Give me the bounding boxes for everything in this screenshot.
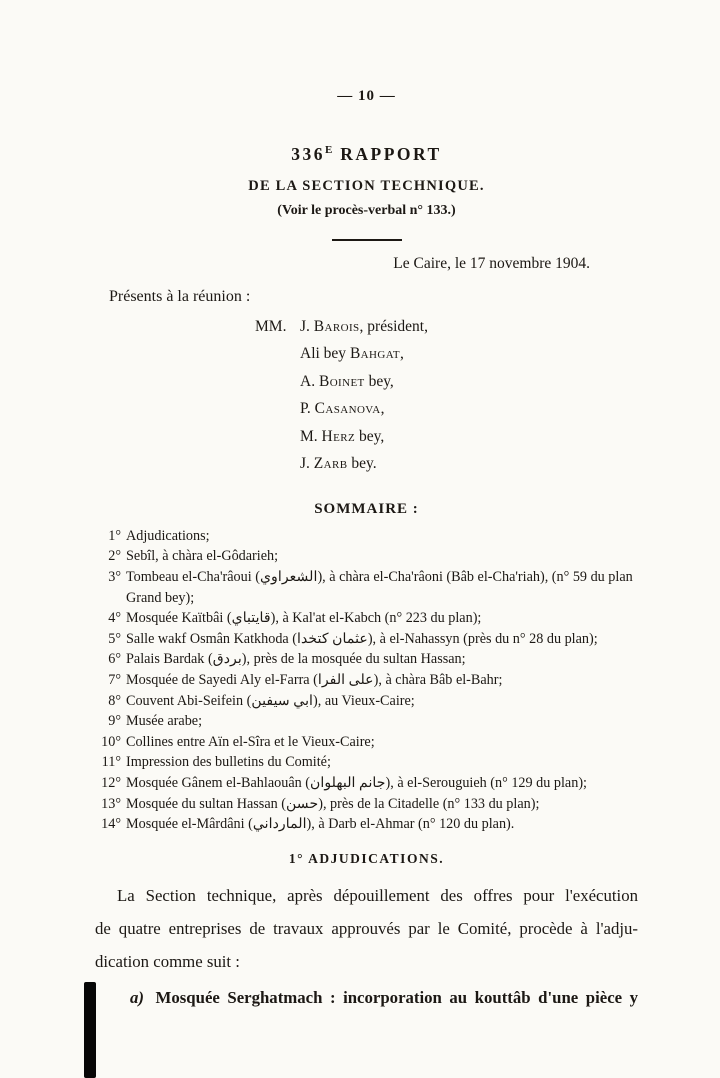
attendee-name: Zarb xyxy=(313,455,348,473)
sommaire-item-text: Mosquée du sultan Hassan (حسن), près de la Citadelle (n° 133 du plan); xyxy=(126,795,540,812)
paragraph-line: La Section technique, après dépouillement des offres pour l'exécution xyxy=(117,885,638,905)
attendee-lead xyxy=(255,395,300,423)
attendee-name: Bahgat xyxy=(349,345,400,363)
sommaire-item xyxy=(95,752,638,773)
report-subtitle: DE LA SECTION TECHNIQUE. xyxy=(248,177,485,194)
attendee-pre: Ali bey xyxy=(300,345,350,363)
sommaire-item xyxy=(95,814,638,835)
attendee-pre: A. xyxy=(300,372,319,390)
attendee-name: Barois xyxy=(313,317,360,335)
sommaire-item-number: 3° xyxy=(108,569,121,586)
sommaire-item-number: 6° xyxy=(108,651,121,668)
sommaire-item-text: Mosquée de Sayedi Aly el-Farra (على الفرا), à chàra Bâb el-Bahr; xyxy=(126,671,503,688)
attendee-row xyxy=(255,450,638,478)
sommaire-item-text: Adjudications; xyxy=(126,527,210,544)
sommaire-heading: SOMMAIRE : xyxy=(314,500,419,517)
attendee-row xyxy=(255,313,638,341)
attendee-pre: J. xyxy=(300,317,314,335)
sommaire-item-text: Couvent Abi-Seifein (ابي سيفين), au Vieux-Caire; xyxy=(126,692,415,709)
sommaire-item-number: 13° xyxy=(101,795,121,812)
sommaire-item-text: Mosquée Kaïtbâi (قايتباي), à Kal'at el-Kabch (n° 223 du plan); xyxy=(126,610,482,627)
sommaire-item-text: Tombeau el-Cha'râoui (الشعراوي), à chàra el-Cha'râoni (Bâb el-Cha'riah), (n° 59 du plan Grand bey); xyxy=(126,569,633,606)
sommaire-item xyxy=(95,546,638,567)
attendee-pre: M. xyxy=(300,427,322,445)
sommaire-item-text: Sebîl, à chàra el-Gôdarieh; xyxy=(126,548,279,565)
sommaire-item xyxy=(95,629,638,650)
attendee-text xyxy=(300,340,404,368)
attendee-post: , xyxy=(399,345,404,363)
paragraph-line: de quatre entreprises de travaux approuvés par le Comité, procède à l'adju- xyxy=(95,918,638,938)
divider-rule xyxy=(332,239,402,241)
sommaire-item-number: 12° xyxy=(101,774,121,791)
item-a-label: a) xyxy=(130,987,144,1007)
attendee-lead xyxy=(255,423,300,451)
report-title-number: 336 xyxy=(291,143,326,164)
attendee-post: bey, xyxy=(364,372,394,390)
sommaire-item-number: 10° xyxy=(101,733,121,750)
sommaire-item-number: 11° xyxy=(101,754,121,771)
attendee-lead xyxy=(255,340,300,368)
page-number: — 10 — xyxy=(337,88,396,104)
attendee-name: Casanova xyxy=(314,400,381,418)
attendee-row xyxy=(255,368,638,396)
sommaire-item xyxy=(95,732,638,753)
sommaire-item xyxy=(95,526,638,547)
scan-artifact-bar xyxy=(84,982,96,1078)
sommaire-list xyxy=(95,526,638,835)
attendee-post: , président, xyxy=(359,317,428,335)
reference-note: (Voir le procès-verbal n° 133.) xyxy=(277,202,456,218)
sommaire-item xyxy=(95,649,638,670)
attendee-name: Boinet xyxy=(318,372,365,390)
sommaire-item xyxy=(95,711,638,732)
adjudication-item-a xyxy=(95,983,638,1013)
report-title-word: RAPPORT xyxy=(340,143,442,164)
sommaire-item xyxy=(95,691,638,712)
dateline: Le Caire, le 17 novembre 1904. xyxy=(393,254,590,272)
paragraph-line: dication comme suit : xyxy=(95,951,240,971)
attendee-pre: P. xyxy=(300,400,315,418)
sommaire-item-number: 9° xyxy=(108,713,121,730)
attendance-label: Présents à la réunion : xyxy=(109,287,251,305)
sommaire-item xyxy=(95,670,638,691)
report-title-ordinal: E xyxy=(325,144,333,156)
sommaire-item-text: Palais Bardak (بردق), près de la mosquée du sultan Hassan; xyxy=(126,651,466,668)
report-title xyxy=(95,139,638,165)
attendee-post: bey. xyxy=(347,455,377,473)
item-a-text: Mosquée Serghatmach : incorporation au kouttâb d'une pièce y xyxy=(155,987,638,1007)
sommaire-item-number: 5° xyxy=(108,630,121,647)
sommaire-item-text: Mosquée Gânem el-Bahlaouân (جانم البهلوان), à el-Serouguieh (n° 129 du plan); xyxy=(126,774,587,791)
sommaire-item-text: Salle wakf Osmân Katkhoda (عثمان كتخدا), à el-Nahassyn (près du n° 28 du plan); xyxy=(126,630,598,647)
sommaire-item xyxy=(95,567,638,608)
attendee-list xyxy=(255,313,638,478)
attendee-post: bey, xyxy=(355,427,385,445)
sommaire-item-text: Collines entre Aïn el-Sîra et le Vieux-Caire; xyxy=(126,733,375,750)
attendee-row xyxy=(255,340,638,368)
sommaire-item-text: Mosquée el-Mârdâni (المارداني), à Darb el-Ahmar (n° 120 du plan). xyxy=(126,816,515,833)
sommaire-item-number: 7° xyxy=(108,671,121,688)
attendee-name: Herz xyxy=(321,427,356,445)
attendee-row xyxy=(255,423,638,451)
attendee-text xyxy=(300,395,384,423)
attendee-text xyxy=(300,368,394,396)
attendee-text xyxy=(300,423,384,451)
attendee-row xyxy=(255,395,638,423)
sommaire-item xyxy=(95,794,638,815)
sommaire-item-text: Musée arabe; xyxy=(126,713,203,730)
sommaire-item xyxy=(95,773,638,794)
sommaire-item-number: 8° xyxy=(108,692,121,709)
sommaire-item xyxy=(95,608,638,629)
attendee-post: , xyxy=(380,400,385,418)
sommaire-item-number: 14° xyxy=(101,816,121,833)
attendee-lead xyxy=(255,368,300,396)
attendee-lead: MM. xyxy=(255,317,287,335)
sommaire-item-number: 2° xyxy=(108,548,121,565)
body-paragraph xyxy=(95,879,638,978)
attendee-text xyxy=(300,450,377,478)
sommaire-item-text: Impression des bulletins du Comité; xyxy=(126,754,331,771)
attendee-pre: J. xyxy=(300,455,314,473)
sommaire-item-number: 1° xyxy=(108,527,121,544)
attendee-lead xyxy=(255,450,300,478)
section-heading: 1° ADJUDICATIONS. xyxy=(288,850,445,866)
sommaire-item-number: 4° xyxy=(108,610,121,627)
attendee-text xyxy=(300,313,428,341)
